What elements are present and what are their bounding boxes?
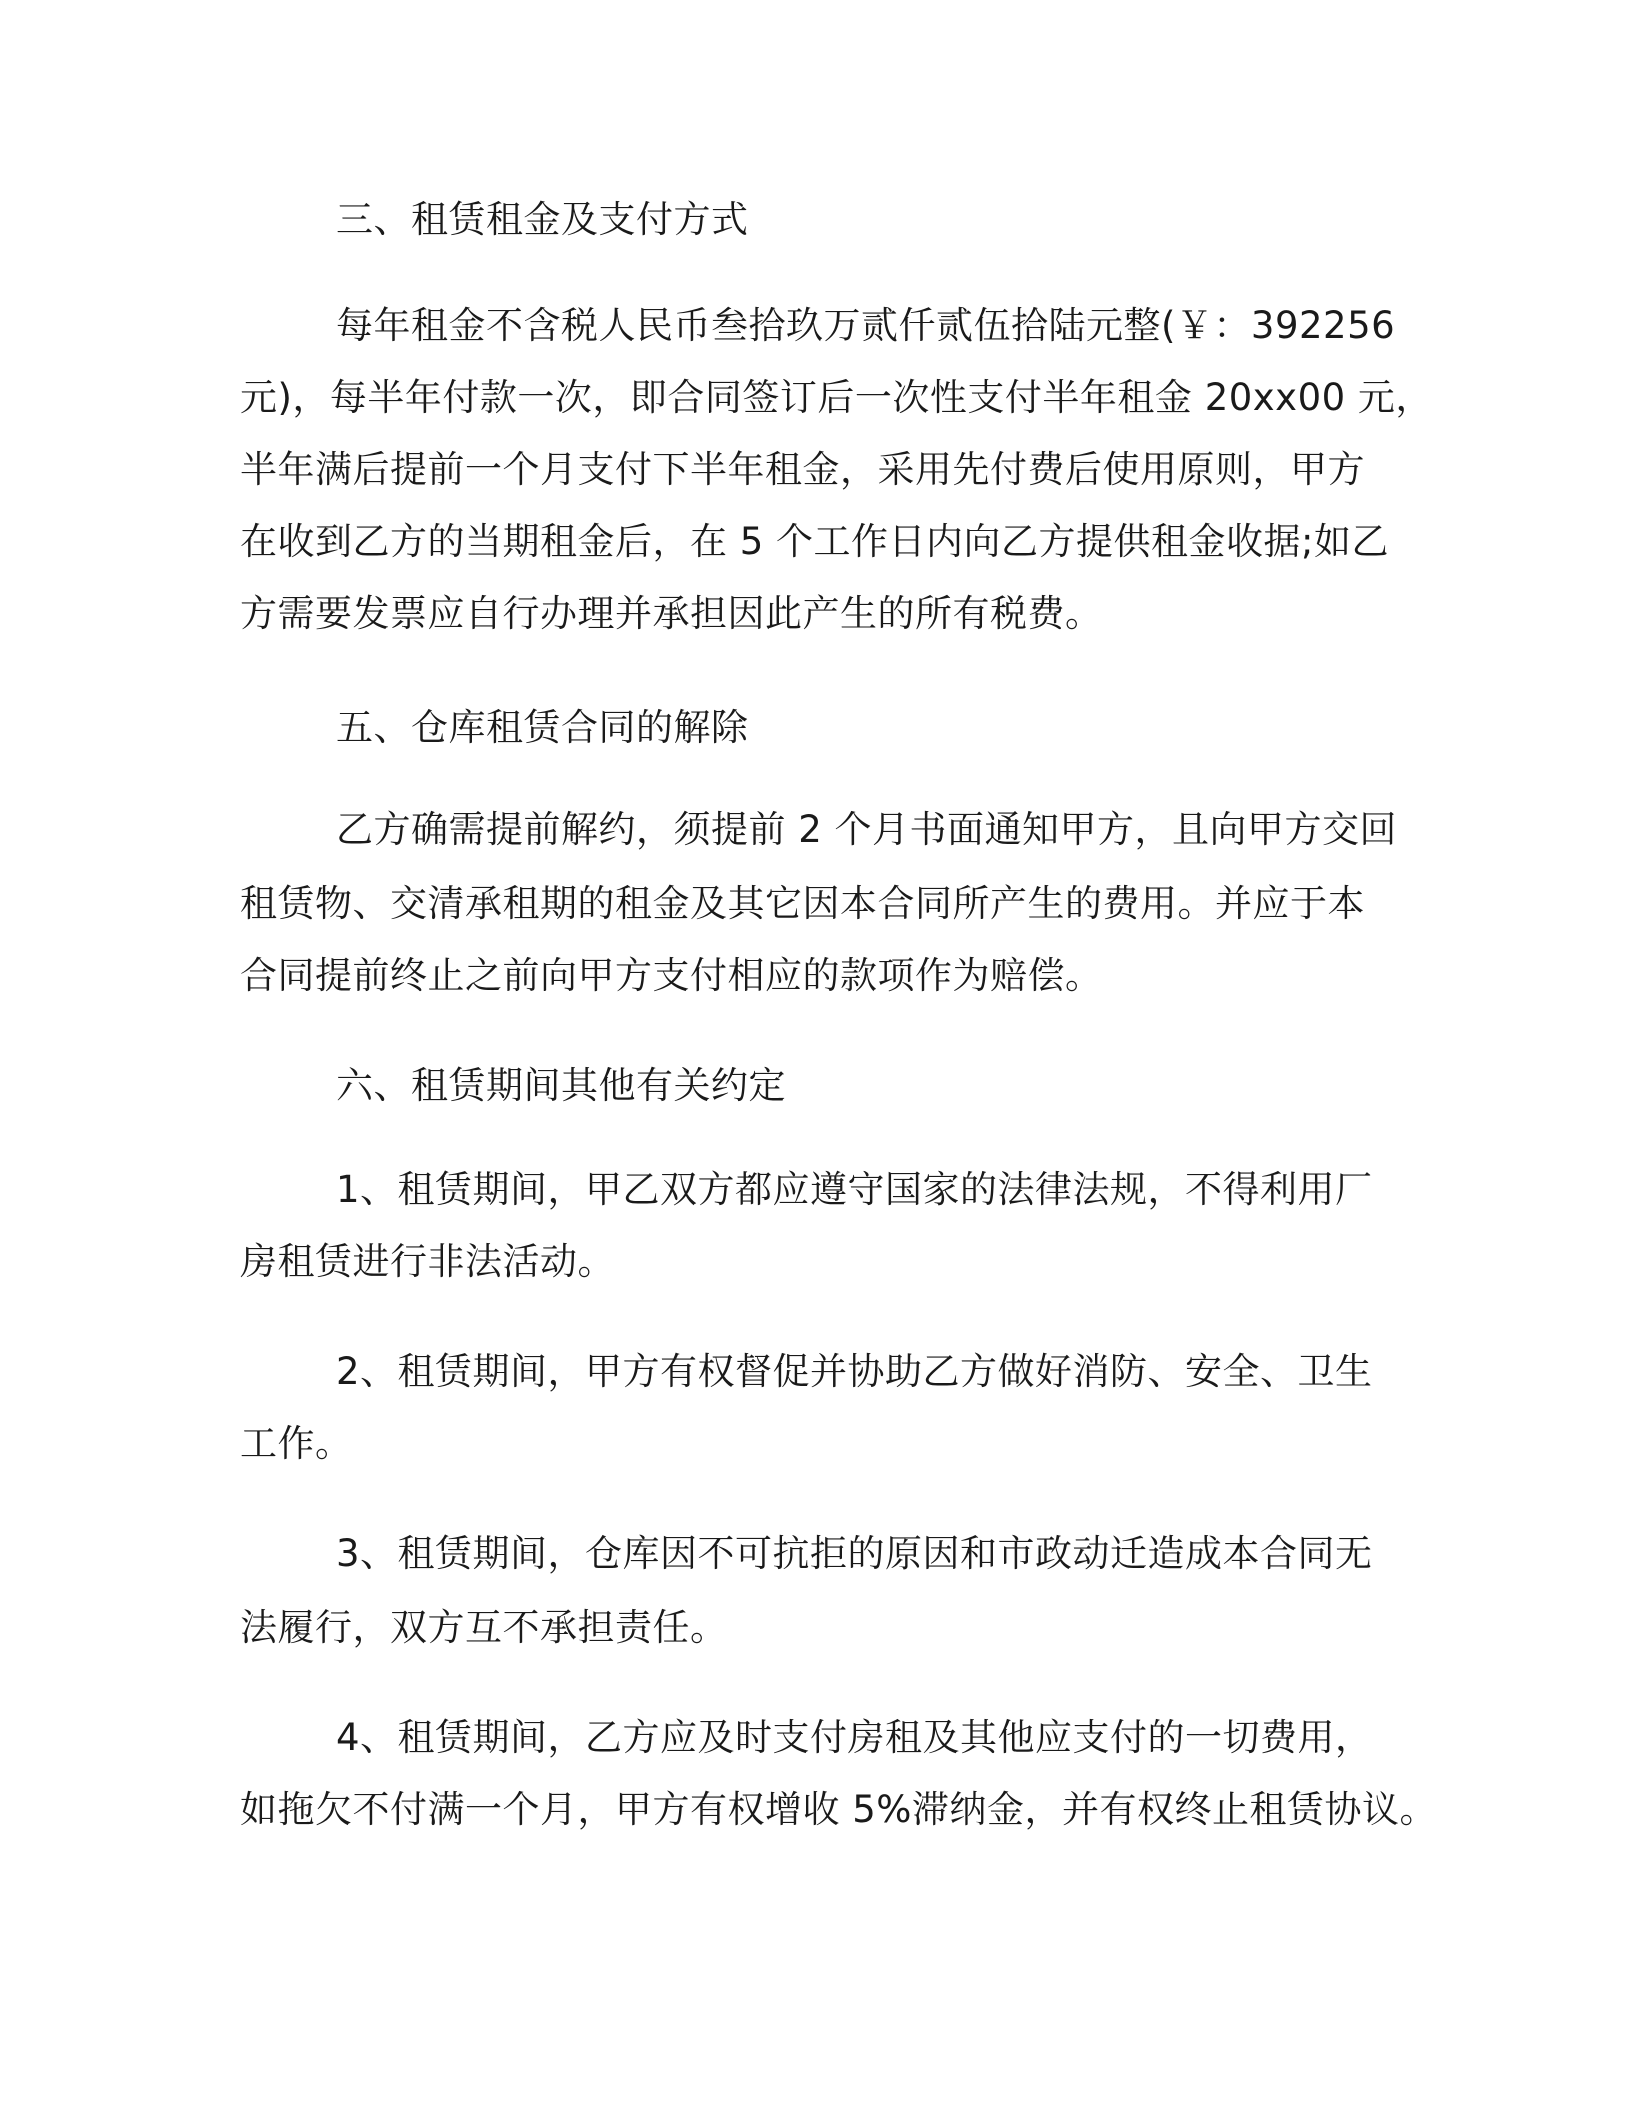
paragraph-line: 租赁物、交清承租期的租金及其它因本合同所产生的费用。并应于本: [240, 882, 1365, 925]
paragraph-line: 半年满后提前一个月支付下半年租金，采用先付费后使用原则，甲方: [240, 448, 1365, 491]
paragraph-line: 合同提前终止之前向甲方支付相应的款项作为赔偿。: [240, 954, 1103, 997]
paragraph-line: 乙方确需提前解约，须提前 2 个月书面通知甲方，且向甲方交回: [336, 808, 1398, 851]
list-item-line: 房租赁进行非法活动。: [240, 1240, 615, 1283]
paragraph-line: 元)，每半年付款一次，即合同签订后一次性支付半年租金 20xx00 元，: [240, 376, 1433, 419]
list-item-line: 2、租赁期间，甲方有权督促并协助乙方做好消防、安全、卫生: [336, 1350, 1373, 1393]
paragraph-line: 在收到乙方的当期租金后，在 5 个工作日内向乙方提供租金收据;如乙: [240, 520, 1390, 563]
list-item-line: 3、租赁期间，仓库因不可抗拒的原因和市政动迁造成本合同无: [336, 1532, 1373, 1575]
paragraph-line: 每年租金不含税人民币叁拾玖万贰仟贰伍拾陆元整(￥：392256: [336, 304, 1396, 347]
section-heading-6: 六、租赁期间其他有关约定: [336, 1064, 786, 1107]
list-item-line: 4、租赁期间，乙方应及时支付房租及其他应支付的一切费用，: [336, 1716, 1373, 1759]
list-item-line: 工作。: [240, 1422, 353, 1465]
list-item-line: 如拖欠不付满一个月，甲方有权增收 5%滞纳金，并有权终止租赁协议。: [240, 1788, 1437, 1831]
section-heading-3: 三、租赁租金及支付方式: [336, 198, 749, 241]
list-item-line: 1、租赁期间，甲乙双方都应遵守国家的法律法规，不得利用厂: [336, 1168, 1373, 1211]
paragraph-line: 方需要发票应自行办理并承担因此产生的所有税费。: [240, 592, 1103, 635]
section-heading-5: 五、仓库租赁合同的解除: [336, 706, 749, 749]
list-item-line: 法履行，双方互不承担责任。: [240, 1606, 728, 1649]
